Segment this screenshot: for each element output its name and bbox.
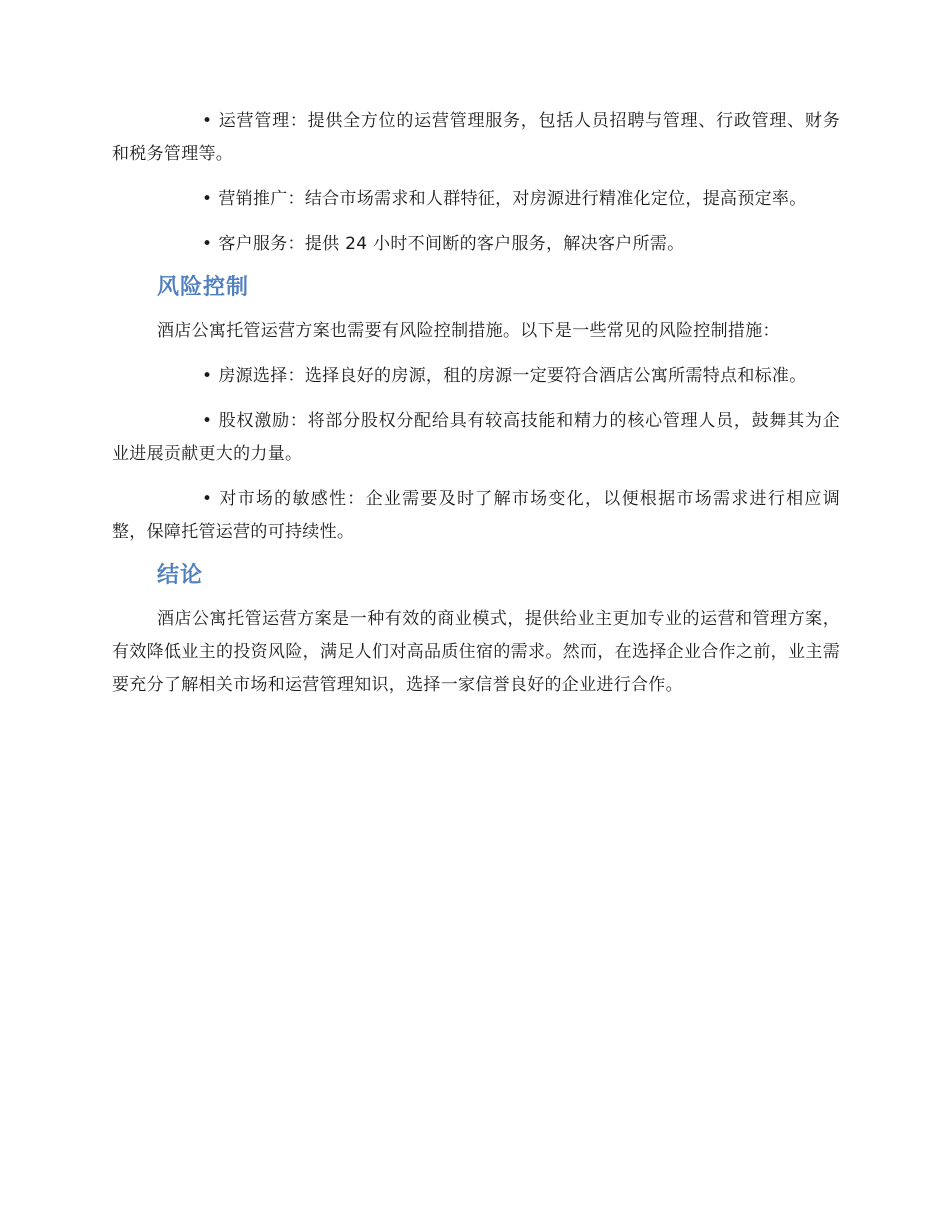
bullet-text: 营销推广：结合市场需求和人群特征，对房源进行精准化定位，提高预定率。 [218, 189, 807, 209]
document-page [112, 105, 840, 714]
heading-conclusion: 结论 [157, 563, 204, 588]
bullet-text: 客户服务：提供 24 小时不间断的客户服务，解决客户所需。 [218, 234, 685, 254]
bullet-operations-management [112, 105, 840, 171]
bullet-equity-incentive [112, 405, 840, 471]
bullet-icon: • [202, 366, 213, 386]
bullet-icon: • [202, 189, 213, 209]
bullet-icon: • [202, 234, 213, 254]
bullet-customer-service [112, 228, 840, 261]
bullet-icon: • [202, 489, 213, 509]
bullet-icon: • [202, 411, 213, 431]
bullet-text: 运营管理：提供全方位的运营管理服务，包括人员招聘与管理、行政管理、财务和税务管理等。 [112, 111, 840, 164]
heading-risk-control: 风险控制 [157, 275, 250, 300]
bullet-property-selection [112, 360, 840, 393]
bullet-icon: • [202, 111, 213, 131]
bullet-market-sensitivity [112, 483, 840, 549]
bullet-text: 股权激励：将部分股权分配给具有较高技能和精力的核心管理人员，鼓舞其为企业进展贡献更大的力量。 [112, 411, 840, 464]
bullet-text: 房源选择：选择良好的房源，租的房源一定要符合酒店公寓所需特点和标准。 [218, 366, 807, 386]
conclusion-paragraph: 酒店公寓托管运营方案是一种有效的商业模式，提供给业主更加专业的运营和管理方案，有效降低业主的投资风险，满足人们对高品质住宿的需求。然而，在选择企业合作之前，业主需要充分了解相关市场和运营管理知识，选择一家信誉良好的企业进行合作。 [112, 609, 840, 695]
risk-intro-paragraph: 酒店公寓托管运营方案也需要有风险控制措施。以下是一些常见的风险控制措施： [157, 321, 780, 341]
bullet-text: 对市场的敏感性：企业需要及时了解市场变化，以便根据市场需求进行相应调整，保障托管运营的可持续性。 [112, 489, 840, 542]
bullet-marketing [112, 183, 840, 216]
